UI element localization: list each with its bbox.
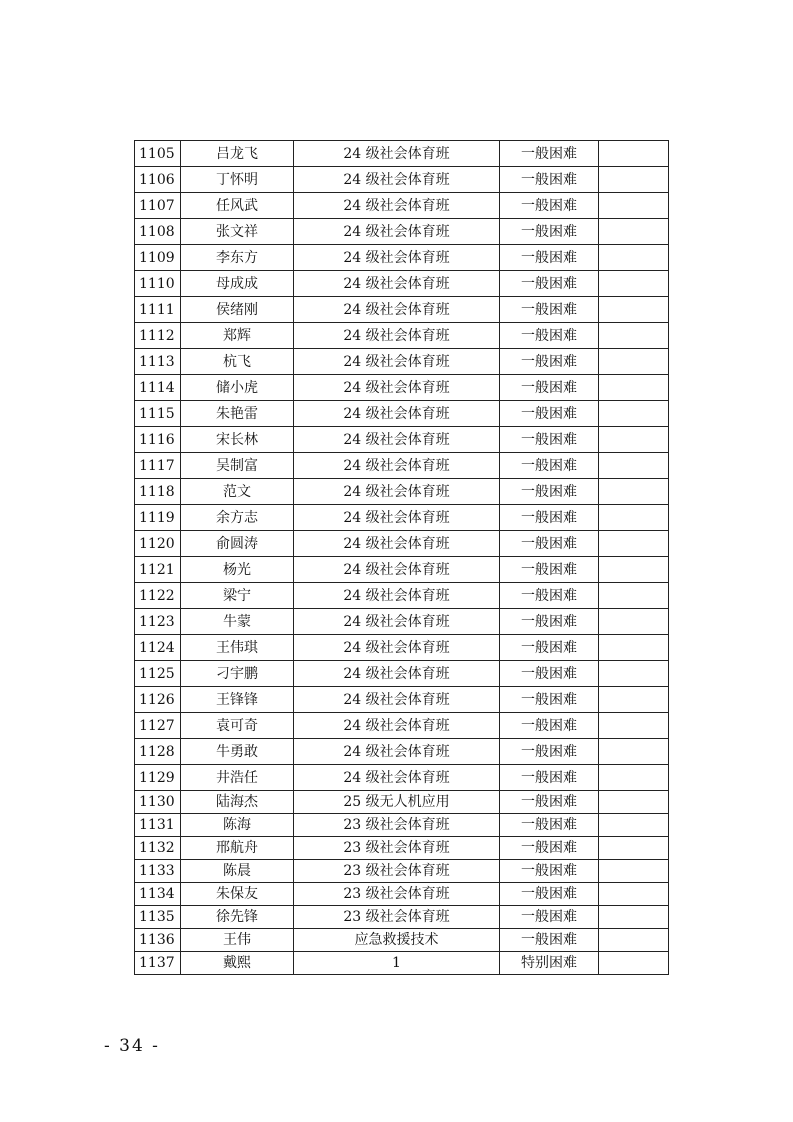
- student-name-cell: 杨光: [181, 557, 294, 583]
- table-row: [135, 929, 669, 952]
- remarks-cell: [599, 837, 669, 860]
- row-number-cell: 1107: [135, 193, 181, 219]
- remarks-cell: [599, 349, 669, 375]
- table-row: [135, 141, 669, 167]
- student-name-cell: 梁宁: [181, 583, 294, 609]
- row-number-cell: 1123: [135, 609, 181, 635]
- difficulty-level-cell: 一般困难: [500, 791, 599, 814]
- remarks-cell: [599, 505, 669, 531]
- difficulty-level-cell: 一般困难: [500, 453, 599, 479]
- row-number-cell: 1119: [135, 505, 181, 531]
- class-name-cell: 24 级社会体育班: [294, 531, 500, 557]
- class-name-cell: 24 级社会体育班: [294, 245, 500, 271]
- class-name-cell: 24 级社会体育班: [294, 427, 500, 453]
- class-name-cell: 24 级社会体育班: [294, 323, 500, 349]
- row-number-cell: 1105: [135, 141, 181, 167]
- difficulty-level-cell: 一般困难: [500, 167, 599, 193]
- student-name-cell: 刁宇鹏: [181, 661, 294, 687]
- table-row: [135, 791, 669, 814]
- difficulty-level-cell: 一般困难: [500, 271, 599, 297]
- student-name-cell: 吕龙飞: [181, 141, 294, 167]
- class-name-cell: 24 级社会体育班: [294, 687, 500, 713]
- table-row: [135, 479, 669, 505]
- roster-table: [134, 140, 669, 975]
- difficulty-level-cell: 一般困难: [500, 687, 599, 713]
- difficulty-level-cell: 一般困难: [500, 375, 599, 401]
- student-name-cell: 余方志: [181, 505, 294, 531]
- row-number-cell: 1108: [135, 219, 181, 245]
- difficulty-level-cell: 一般困难: [500, 427, 599, 453]
- class-name-cell: 24 级社会体育班: [294, 739, 500, 765]
- table-row: [135, 906, 669, 929]
- row-number-cell: 1135: [135, 906, 181, 929]
- row-number-cell: 1124: [135, 635, 181, 661]
- row-number-cell: 1129: [135, 765, 181, 791]
- student-name-cell: 王伟: [181, 929, 294, 952]
- table-row: [135, 531, 669, 557]
- student-name-cell: 朱艳雷: [181, 401, 294, 427]
- row-number-cell: 1111: [135, 297, 181, 323]
- table-row: [135, 609, 669, 635]
- row-number-cell: 1122: [135, 583, 181, 609]
- row-number-cell: 1136: [135, 929, 181, 952]
- table-row: [135, 505, 669, 531]
- student-name-cell: 井浩任: [181, 765, 294, 791]
- remarks-cell: [599, 427, 669, 453]
- table-row: [135, 583, 669, 609]
- roster-body: [135, 141, 669, 975]
- remarks-cell: [599, 583, 669, 609]
- class-name-cell: 24 级社会体育班: [294, 141, 500, 167]
- table-row: [135, 245, 669, 271]
- row-number-cell: 1134: [135, 883, 181, 906]
- class-name-cell: 24 级社会体育班: [294, 375, 500, 401]
- difficulty-level-cell: 一般困难: [500, 505, 599, 531]
- row-number-cell: 1131: [135, 814, 181, 837]
- student-name-cell: 侯绪刚: [181, 297, 294, 323]
- class-name-cell: 24 级社会体育班: [294, 765, 500, 791]
- class-name-cell: 24 级社会体育班: [294, 297, 500, 323]
- row-number-cell: 1121: [135, 557, 181, 583]
- difficulty-level-cell: 一般困难: [500, 929, 599, 952]
- difficulty-level-cell: 一般困难: [500, 765, 599, 791]
- row-number-cell: 1113: [135, 349, 181, 375]
- class-name-cell: 24 级社会体育班: [294, 713, 500, 739]
- remarks-cell: [599, 952, 669, 975]
- row-number-cell: 1125: [135, 661, 181, 687]
- difficulty-level-cell: 一般困难: [500, 245, 599, 271]
- row-number-cell: 1126: [135, 687, 181, 713]
- class-name-cell: 24 级社会体育班: [294, 167, 500, 193]
- student-name-cell: 宋长林: [181, 427, 294, 453]
- difficulty-level-cell: 一般困难: [500, 583, 599, 609]
- row-number-cell: 1106: [135, 167, 181, 193]
- student-name-cell: 范文: [181, 479, 294, 505]
- difficulty-level-cell: 一般困难: [500, 713, 599, 739]
- remarks-cell: [599, 791, 669, 814]
- table-row: [135, 952, 669, 975]
- student-name-cell: 母成成: [181, 271, 294, 297]
- remarks-cell: [599, 739, 669, 765]
- page-number: - 34 -: [104, 1036, 160, 1056]
- remarks-cell: [599, 531, 669, 557]
- remarks-cell: [599, 860, 669, 883]
- class-name-cell: 24 级社会体育班: [294, 583, 500, 609]
- remarks-cell: [599, 375, 669, 401]
- student-name-cell: 王锋锋: [181, 687, 294, 713]
- student-name-cell: 杭飞: [181, 349, 294, 375]
- class-name-cell: 24 级社会体育班: [294, 635, 500, 661]
- difficulty-level-cell: 一般困难: [500, 323, 599, 349]
- class-name-cell: 24 级社会体育班: [294, 661, 500, 687]
- class-name-cell: 24 级社会体育班: [294, 193, 500, 219]
- remarks-cell: [599, 765, 669, 791]
- difficulty-level-cell: 一般困难: [500, 635, 599, 661]
- class-name-cell: 24 级社会体育班: [294, 401, 500, 427]
- difficulty-level-cell: 一般困难: [500, 609, 599, 635]
- remarks-cell: [599, 687, 669, 713]
- table-row: [135, 193, 669, 219]
- difficulty-level-cell: 特别困难: [500, 952, 599, 975]
- table-row: [135, 713, 669, 739]
- student-name-cell: 袁可奇: [181, 713, 294, 739]
- student-name-cell: 王伟琪: [181, 635, 294, 661]
- student-name-cell: 储小虎: [181, 375, 294, 401]
- table-row: [135, 883, 669, 906]
- table-row: [135, 401, 669, 427]
- table-row: [135, 453, 669, 479]
- table-row: [135, 167, 669, 193]
- table-row: [135, 739, 669, 765]
- row-number-cell: 1114: [135, 375, 181, 401]
- table-row: [135, 219, 669, 245]
- student-name-cell: 戴熙: [181, 952, 294, 975]
- student-name-cell: 陈晨: [181, 860, 294, 883]
- row-number-cell: 1137: [135, 952, 181, 975]
- difficulty-level-cell: 一般困难: [500, 814, 599, 837]
- remarks-cell: [599, 323, 669, 349]
- remarks-cell: [599, 219, 669, 245]
- difficulty-level-cell: 一般困难: [500, 297, 599, 323]
- remarks-cell: [599, 479, 669, 505]
- remarks-cell: [599, 929, 669, 952]
- remarks-cell: [599, 814, 669, 837]
- table-row: [135, 837, 669, 860]
- student-name-cell: 陆海杰: [181, 791, 294, 814]
- remarks-cell: [599, 661, 669, 687]
- table-row: [135, 814, 669, 837]
- difficulty-level-cell: 一般困难: [500, 193, 599, 219]
- table-row: [135, 297, 669, 323]
- row-number-cell: 1109: [135, 245, 181, 271]
- difficulty-level-cell: 一般困难: [500, 219, 599, 245]
- row-number-cell: 1127: [135, 713, 181, 739]
- class-name-cell: 24 级社会体育班: [294, 349, 500, 375]
- table-row: [135, 860, 669, 883]
- student-name-cell: 丁怀明: [181, 167, 294, 193]
- class-name-cell: 23 级社会体育班: [294, 906, 500, 929]
- class-name-cell: 1: [294, 952, 500, 975]
- difficulty-level-cell: 一般困难: [500, 349, 599, 375]
- row-number-cell: 1132: [135, 837, 181, 860]
- difficulty-level-cell: 一般困难: [500, 531, 599, 557]
- student-name-cell: 陈海: [181, 814, 294, 837]
- remarks-cell: [599, 297, 669, 323]
- remarks-cell: [599, 713, 669, 739]
- class-name-cell: 24 级社会体育班: [294, 505, 500, 531]
- row-number-cell: 1133: [135, 860, 181, 883]
- table-row: [135, 323, 669, 349]
- class-name-cell: 23 级社会体育班: [294, 860, 500, 883]
- remarks-cell: [599, 271, 669, 297]
- class-name-cell: 24 级社会体育班: [294, 219, 500, 245]
- class-name-cell: 24 级社会体育班: [294, 271, 500, 297]
- remarks-cell: [599, 167, 669, 193]
- student-name-cell: 任风武: [181, 193, 294, 219]
- row-number-cell: 1117: [135, 453, 181, 479]
- remarks-cell: [599, 635, 669, 661]
- table-row: [135, 271, 669, 297]
- difficulty-level-cell: 一般困难: [500, 141, 599, 167]
- class-name-cell: 应急救援技术: [294, 929, 500, 952]
- class-name-cell: 23 级社会体育班: [294, 883, 500, 906]
- difficulty-level-cell: 一般困难: [500, 906, 599, 929]
- class-name-cell: 24 级社会体育班: [294, 609, 500, 635]
- row-number-cell: 1120: [135, 531, 181, 557]
- remarks-cell: [599, 906, 669, 929]
- student-name-cell: 牛勇敢: [181, 739, 294, 765]
- table-row: [135, 687, 669, 713]
- remarks-cell: [599, 193, 669, 219]
- class-name-cell: 24 级社会体育班: [294, 453, 500, 479]
- class-name-cell: 23 级社会体育班: [294, 837, 500, 860]
- student-name-cell: 李东方: [181, 245, 294, 271]
- table-row: [135, 557, 669, 583]
- row-number-cell: 1130: [135, 791, 181, 814]
- difficulty-level-cell: 一般困难: [500, 860, 599, 883]
- table-row: [135, 349, 669, 375]
- remarks-cell: [599, 453, 669, 479]
- difficulty-level-cell: 一般困难: [500, 557, 599, 583]
- student-name-cell: 俞圆涛: [181, 531, 294, 557]
- row-number-cell: 1118: [135, 479, 181, 505]
- difficulty-level-cell: 一般困难: [500, 401, 599, 427]
- difficulty-level-cell: 一般困难: [500, 883, 599, 906]
- class-name-cell: 24 级社会体育班: [294, 479, 500, 505]
- row-number-cell: 1115: [135, 401, 181, 427]
- student-name-cell: 吴制富: [181, 453, 294, 479]
- remarks-cell: [599, 883, 669, 906]
- student-name-cell: 朱保友: [181, 883, 294, 906]
- class-name-cell: 23 级社会体育班: [294, 814, 500, 837]
- table-row: [135, 427, 669, 453]
- student-name-cell: 徐先锋: [181, 906, 294, 929]
- student-name-cell: 邢航舟: [181, 837, 294, 860]
- remarks-cell: [599, 557, 669, 583]
- class-name-cell: 25 级无人机应用: [294, 791, 500, 814]
- remarks-cell: [599, 141, 669, 167]
- table-row: [135, 635, 669, 661]
- row-number-cell: 1112: [135, 323, 181, 349]
- student-name-cell: 张文祥: [181, 219, 294, 245]
- remarks-cell: [599, 245, 669, 271]
- class-name-cell: 24 级社会体育班: [294, 557, 500, 583]
- difficulty-level-cell: 一般困难: [500, 739, 599, 765]
- row-number-cell: 1128: [135, 739, 181, 765]
- row-number-cell: 1110: [135, 271, 181, 297]
- difficulty-level-cell: 一般困难: [500, 661, 599, 687]
- remarks-cell: [599, 401, 669, 427]
- student-name-cell: 郑辉: [181, 323, 294, 349]
- table-row: [135, 765, 669, 791]
- remarks-cell: [599, 609, 669, 635]
- table-row: [135, 661, 669, 687]
- student-name-cell: 牛蒙: [181, 609, 294, 635]
- row-number-cell: 1116: [135, 427, 181, 453]
- difficulty-level-cell: 一般困难: [500, 479, 599, 505]
- table-row: [135, 375, 669, 401]
- difficulty-level-cell: 一般困难: [500, 837, 599, 860]
